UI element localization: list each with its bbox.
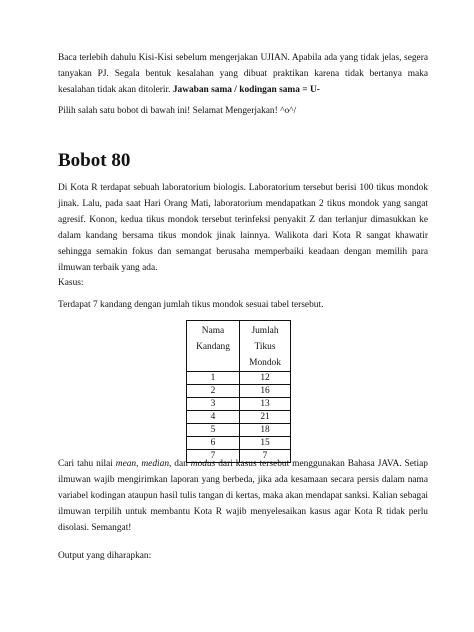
task-sep: , dan xyxy=(169,459,191,469)
term-mean: mean xyxy=(115,459,137,469)
term-median: median xyxy=(141,459,170,469)
intro-paragraph xyxy=(58,50,428,98)
intro-text: Baca terlebih dahulu Kisi-Kisi sebelum mengerjakan UJIAN. Apabila ada yang tidak jelas, segera tanyakan PJ. Segala bentuk kesalahan yang dibuat praktikan karena tidak bertanya maka kesalahan tidak akan ditolerir. xyxy=(58,53,428,95)
task-paragraph xyxy=(58,456,428,536)
cell-kandang: 7 xyxy=(187,450,240,463)
cell-kandang: 2 xyxy=(187,385,240,398)
table-row xyxy=(187,411,291,424)
table-row xyxy=(187,424,291,437)
table-row xyxy=(187,437,291,450)
cell-jumlah: 7 xyxy=(240,450,291,463)
cell-jumlah: 15 xyxy=(240,437,291,450)
cell-kandang: 6 xyxy=(187,437,240,450)
table-header-row xyxy=(187,321,291,372)
table-row xyxy=(187,372,291,385)
cell-jumlah: 18 xyxy=(240,424,291,437)
output-label: Output yang diharapkan: xyxy=(58,551,152,561)
section-heading: Bobot 80 xyxy=(58,150,131,171)
kasus-label: Kasus: xyxy=(58,278,84,288)
cell-kandang: 4 xyxy=(187,411,240,424)
table-row xyxy=(187,385,291,398)
header-jumlah-tikus: Jumlah Tikus Mondok xyxy=(240,321,291,372)
table-row xyxy=(187,398,291,411)
cell-jumlah: 16 xyxy=(240,385,291,398)
story-paragraph: Di Kota R terdapat sebuah laboratorium biologis. Laboratorium tersebut berisi 100 tikus mondok jinak. Lalu, pada saat Hari Orang Mati, laboratorium mendapatkan 2 tikus mondok yang sangat agresif. Konon, kedua tikus mondok tersebut terinfeksi penyakit Z dan terlanjur dimasukkan ke dalam kandang bersama tikus mondok jinak lainnya. Walikota dari Kota R sangat khawatir sehingga semakin fokus dan semangat berusaha memperbaiki keadaan dengan memilih para ilmuwan terbaik yang ada. xyxy=(58,183,428,273)
cell-kandang: 3 xyxy=(187,398,240,411)
task-sep: , xyxy=(136,459,142,469)
task-text-post: dari kasus tersebut menggunakan Bahasa JAVA. Setiap ilmuwan wajib mengirimkan laporan yang berbeda, jika ada kesamaan secara persis dalam nama variabel kodingan ataupun hasil tulis tangan di kertas, maka akan mendapat sanksi. Kalian sebagai ilmuwan terpilih untuk membantu Kota R wajib menyelesaikan kasus agar Kota R tidak perlu disolasi. Semangat! xyxy=(58,459,428,533)
term-modus: modus xyxy=(190,459,216,469)
cell-jumlah: 13 xyxy=(240,398,291,411)
cell-kandang: 1 xyxy=(187,372,240,385)
cell-jumlah: 12 xyxy=(240,372,291,385)
kasus-text: Terdapat 7 kandang dengan jumlah tikus mondok sesuai tabel tersebut. xyxy=(58,300,324,310)
header-nama-kandang: Nama Kandang xyxy=(187,321,240,372)
cell-kandang: 5 xyxy=(187,424,240,437)
task-text-pre: Cari tahu nilai xyxy=(58,459,116,469)
instruction-paragraph: Pilih salah satu bobot di bawah ini! Selamat Mengerjakan! ^o^/ xyxy=(58,106,297,116)
intro-warning: Jawaban sama / kodingan sama = U- xyxy=(172,85,320,95)
cell-jumlah: 21 xyxy=(240,411,291,424)
cage-table xyxy=(186,320,291,463)
